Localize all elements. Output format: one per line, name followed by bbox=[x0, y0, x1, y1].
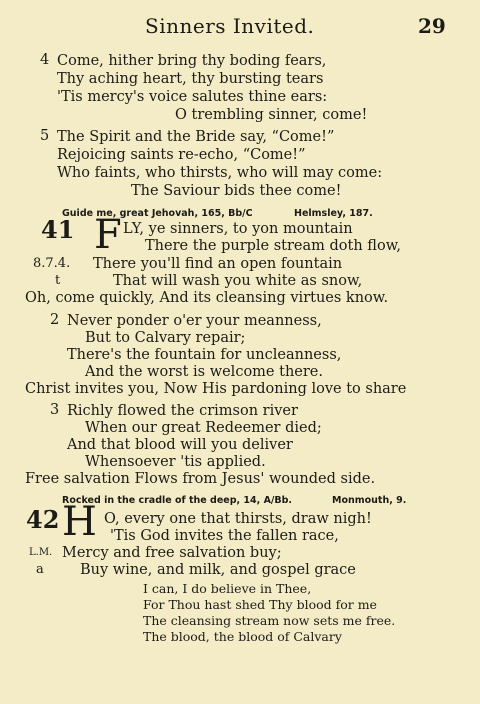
verse-line: O trembling sinner, come! bbox=[175, 107, 368, 123]
verse-line: Richly flowed the crimson river bbox=[67, 403, 298, 419]
tune-reference: Rocked in the cradle of the deep, 14, A/Bb. bbox=[62, 495, 293, 506]
key-marker: t bbox=[55, 273, 61, 288]
verse-number: 2 bbox=[50, 312, 60, 328]
verse-line: That will wash you white as snow, bbox=[113, 273, 363, 289]
hymn-meter: 8.7.4. bbox=[33, 256, 71, 271]
verse-line: But to Calvary repair; bbox=[85, 330, 246, 346]
verse-line: Rejoicing saints re-echo, “Come!” bbox=[57, 147, 306, 163]
verse-refrain-line: Free salvation Flows from Jesus' wounded side. bbox=[25, 471, 376, 487]
verse-line: The Saviour bids thee come! bbox=[131, 183, 342, 199]
hymn-number: 42 bbox=[26, 505, 60, 534]
verse-line: There's the fountain for uncleanness, bbox=[67, 347, 342, 363]
page-title: Sinners Invited. bbox=[145, 14, 315, 38]
verse-line: Mercy and free salvation buy; bbox=[62, 545, 282, 561]
hymn-number: 41 bbox=[41, 215, 75, 244]
page-header bbox=[0, 14, 480, 40]
key-marker: a bbox=[36, 562, 44, 577]
verse-line: Whensoever 'tis applied. bbox=[85, 454, 266, 470]
page-number: 29 bbox=[418, 14, 446, 38]
verse-line: There you'll find an open fountain bbox=[93, 256, 343, 272]
verse-line: Who faints, who thirsts, who will may come: bbox=[57, 165, 383, 181]
verse-line: Come, hither bring thy boding fears, bbox=[57, 53, 327, 69]
verse-refrain-line: Oh, come quickly, And its cleansing virtues know. bbox=[25, 290, 389, 306]
verse-line: And the worst is welcome there. bbox=[85, 364, 323, 380]
verse-line: LY, ye sinners, to yon mountain bbox=[123, 221, 353, 237]
chorus-line: For Thou hast shed Thy blood for me bbox=[143, 597, 377, 612]
verse-line: Never ponder o'er your meanness, bbox=[67, 313, 322, 329]
verse-line: O, every one that thirsts, draw nigh! bbox=[104, 511, 372, 527]
drop-cap: H bbox=[62, 499, 97, 545]
verse-line: 'Tis God invites the fallen race, bbox=[110, 528, 339, 544]
drop-cap: F bbox=[94, 212, 122, 258]
verse-number: 4 bbox=[40, 52, 50, 68]
verse-line: 'Tis mercy's voice salutes thine ears: bbox=[57, 89, 328, 105]
verse-line: Thy aching heart, thy bursting tears bbox=[57, 71, 324, 87]
tune-name: Monmouth, 9. bbox=[332, 495, 407, 506]
tune-reference: Guide me, great Jehovah, 165, Bb/C bbox=[62, 208, 253, 219]
verse-line: When our great Redeemer died; bbox=[85, 420, 322, 436]
tune-name: Helmsley, 187. bbox=[294, 208, 373, 219]
verse-line: Buy wine, and milk, and gospel grace bbox=[80, 562, 356, 578]
chorus-line: I can, I do believe in Thee, bbox=[143, 581, 312, 596]
verse-refrain-line: Christ invites you, Now His pardoning love to share bbox=[25, 381, 407, 397]
verse-line: And that blood will you deliver bbox=[67, 437, 293, 453]
chorus-line: The cleansing stream now sets me free. bbox=[143, 613, 396, 628]
verse-line: The Spirit and the Bride say, “Come!” bbox=[57, 129, 335, 145]
verse-number: 5 bbox=[40, 128, 50, 144]
verse-line: There the purple stream doth flow, bbox=[145, 238, 402, 254]
verse-number: 3 bbox=[50, 402, 60, 418]
chorus-line: The blood, the blood of Calvary bbox=[143, 629, 342, 644]
hymn-meter: L.M. bbox=[29, 547, 53, 558]
